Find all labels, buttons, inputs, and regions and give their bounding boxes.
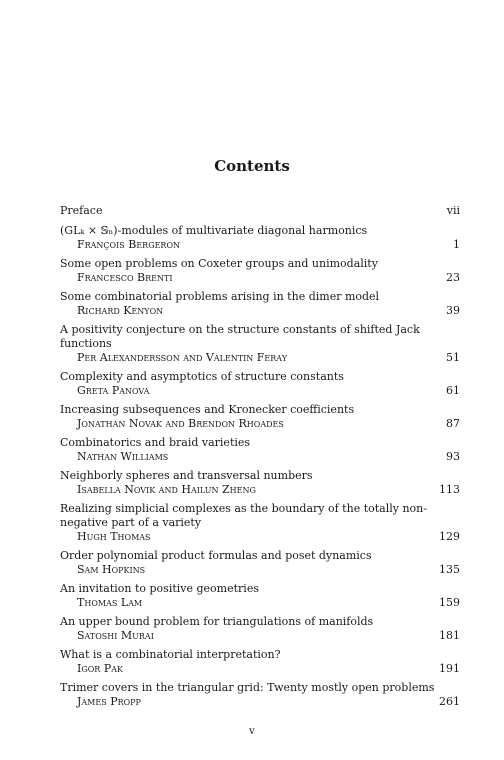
- author-line: [60, 629, 460, 643]
- chapter-page: 129: [439, 530, 460, 543]
- chapter-authors: Richard Kenyon: [77, 304, 164, 317]
- toc-entry[interactable]: [60, 681, 460, 709]
- toc-entry[interactable]: [60, 502, 460, 544]
- preface-title: Preface: [60, 204, 103, 217]
- chapter-title: (GLₖ × 𝕊ₙ)-modules of multivariate diagonal harmonics: [60, 224, 368, 237]
- chapter-page: 113: [439, 483, 460, 496]
- chapter-title: An upper bound problem for triangulations of manifolds: [60, 615, 374, 628]
- chapter-title: Complexity and asymptotics of structure constants: [60, 370, 344, 383]
- toc-entry[interactable]: [60, 436, 460, 464]
- toc-preface[interactable]: [60, 204, 460, 218]
- table-of-contents: [60, 224, 460, 714]
- author-line: [60, 450, 460, 464]
- author-line: [60, 563, 460, 577]
- chapter-page: 93: [446, 450, 460, 463]
- chapter-title: Order polynomial product formulas and poset dynamics: [60, 549, 372, 562]
- toc-entry[interactable]: [60, 403, 460, 431]
- toc-entry[interactable]: [60, 257, 460, 285]
- chapter-page: 87: [446, 417, 460, 430]
- chapter-authors: Jonathan Novak and Brendon Rhoades: [77, 417, 284, 430]
- author-line: [60, 483, 460, 497]
- chapter-title: An invitation to positive geometries: [60, 582, 259, 595]
- chapter-authors: Francesco Brenti: [77, 271, 173, 284]
- author-line: [60, 417, 460, 431]
- chapter-page: 39: [446, 304, 460, 317]
- chapter-title: Some combinatorial problems arising in the dimer model: [60, 290, 380, 303]
- chapter-page: 261: [439, 695, 460, 708]
- toc-entry[interactable]: [60, 370, 460, 398]
- chapter-authors: Greta Panova: [77, 384, 150, 397]
- chapter-title: Trimer covers in the triangular grid: Twenty mostly open problems: [60, 681, 435, 694]
- toc-entry[interactable]: [60, 549, 460, 577]
- author-line: [60, 384, 460, 398]
- chapter-page: 191: [439, 662, 460, 675]
- chapter-page: 159: [439, 596, 460, 609]
- toc-entry[interactable]: [60, 648, 460, 676]
- chapter-title: Realizing simplicial complexes as the boundary of the totally non-negative part of a variety: [60, 502, 427, 529]
- chapter-title: Combinatorics and braid varieties: [60, 436, 251, 449]
- chapter-page: 135: [439, 563, 460, 576]
- chapter-page: 181: [439, 629, 460, 642]
- chapter-title: Some open problems on Coxeter groups and unimodality: [60, 257, 378, 270]
- toc-entry[interactable]: [60, 224, 460, 252]
- chapter-authors: Nathan Williams: [77, 450, 169, 463]
- author-line: [60, 695, 460, 709]
- author-line: [60, 271, 460, 285]
- toc-entry[interactable]: [60, 323, 460, 365]
- chapter-authors: Thomas Lam: [77, 596, 143, 609]
- chapter-page: 1: [453, 238, 460, 251]
- chapter-authors: Isabella Novik and Hailun Zheng: [77, 483, 256, 496]
- chapter-authors: Satoshi Murai: [77, 629, 154, 642]
- chapter-authors: Hugh Thomas: [77, 530, 151, 543]
- toc-entry[interactable]: [60, 290, 460, 318]
- chapter-page: 51: [446, 351, 460, 364]
- chapter-title: What is a combinatorial interpretation?: [60, 648, 281, 661]
- author-line: [60, 662, 460, 676]
- toc-entry[interactable]: [60, 582, 460, 610]
- chapter-authors: Per Alexandersson and Valentin Feray: [77, 351, 287, 364]
- chapter-authors: Igor Pak: [77, 662, 123, 675]
- author-line: [60, 596, 460, 610]
- author-line: [60, 530, 460, 544]
- chapter-authors: James Propp: [77, 695, 141, 708]
- chapter-title: Neighborly spheres and transversal numbers: [60, 469, 313, 482]
- page-title: Contents: [214, 157, 290, 175]
- chapter-page: 61: [446, 384, 460, 397]
- chapter-title: Increasing subsequences and Kronecker coefficients: [60, 403, 355, 416]
- toc-entry[interactable]: [60, 469, 460, 497]
- page-number: v: [249, 726, 255, 737]
- chapter-page: 23: [446, 271, 460, 284]
- toc-entry[interactable]: [60, 615, 460, 643]
- author-line: [60, 351, 460, 365]
- preface-page: vii: [446, 204, 460, 217]
- chapter-title: A positivity conjecture on the structure constants of shifted Jack functions: [60, 323, 420, 350]
- author-line: [60, 304, 460, 318]
- chapter-authors: Sam Hopkins: [77, 563, 146, 576]
- chapter-authors: François Bergeron: [77, 238, 181, 251]
- author-line: [60, 238, 460, 252]
